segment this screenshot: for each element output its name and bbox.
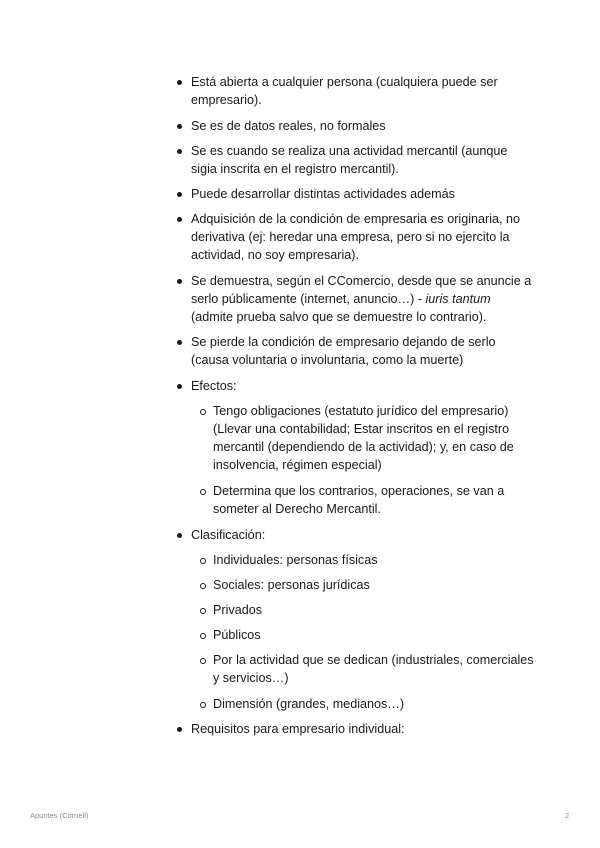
list-item-text: Individuales: personas físicas [213, 553, 378, 567]
circle-bullet-icon [200, 583, 206, 589]
list-item [191, 272, 536, 326]
circle-bullet-icon [200, 409, 206, 415]
list-item-text: Se es cuando se realiza una actividad mercantil (aunque sigia inscrita en el registro mercantil). [191, 144, 508, 176]
disc-bullet-icon [177, 727, 182, 732]
sub-list-item [213, 402, 538, 474]
list-item-text: Adquisición de la condición de empresaria es originaria, no derivativa (ej: heredar una empresa, pero si no ejercito la actividad, no soy empresaria). [191, 212, 521, 262]
list-item-text: Públicos [213, 628, 261, 642]
list-item [191, 210, 536, 264]
circle-bullet-icon [200, 558, 206, 564]
sub-list-item [213, 695, 538, 713]
disc-bullet-icon [177, 80, 182, 85]
list-item-text: Dimensión (grandes, medianos…) [213, 697, 405, 711]
disc-bullet-icon [177, 124, 182, 129]
disc-bullet-icon [177, 533, 182, 538]
list-item [191, 333, 536, 369]
circle-bullet-icon [200, 633, 206, 639]
list-item-text: Se demuestra, según el CComercio, desde que se anuncie a serlo públicamente (internet, anuncio…) - iuris tantum (admite prueba salvo que se demuestre lo contrario). [191, 274, 532, 324]
list-item-text: Requisitos para empresario individual: [191, 722, 405, 736]
latin-term: iuris tantum [425, 292, 491, 306]
list-item-text: Puede desarrollar distintas actividades además [191, 187, 455, 201]
list-item-text: Por la actividad que se dedican (industriales, comerciales y servicios…) [213, 653, 534, 685]
disc-bullet-icon [177, 192, 182, 197]
disc-bullet-icon [177, 149, 182, 154]
list-item [191, 73, 536, 109]
list-item-text: Clasificación: [191, 528, 266, 542]
circle-bullet-icon [200, 489, 206, 495]
list-item [191, 720, 536, 738]
circle-bullet-icon [200, 608, 206, 614]
circle-bullet-icon [200, 658, 206, 664]
list-item-text: Se es de datos reales, no formales [191, 119, 386, 133]
list-item-text: Está abierta a cualquier persona (cualquiera puede ser empresario). [191, 75, 498, 107]
list-item-text: Efectos: [191, 379, 237, 393]
sub-list-item [213, 626, 538, 644]
sub-list-item [213, 651, 538, 687]
list-item-text: Determina que los contrarios, operaciones, se van a someter al Derecho Mercantil. [213, 484, 505, 516]
disc-bullet-icon [177, 217, 182, 222]
sub-list-item [213, 601, 538, 619]
disc-bullet-icon [177, 279, 182, 284]
list-item [191, 185, 536, 203]
list-item [191, 377, 536, 395]
footer-title: Apuntes (Cornell) [30, 811, 89, 820]
list-item-text: Privados [213, 603, 262, 617]
list-item-text: Se pierde la condición de empresario dejando de serlo (causa voluntaria o involuntaria, como la muerte) [191, 335, 496, 367]
sub-list-item [213, 551, 538, 569]
list-item [191, 142, 536, 178]
list-item-text: Sociales: personas jurídicas [213, 578, 370, 592]
list-item-text: Tengo obligaciones (estatuto jurídico del empresario) (Llevar una contabilidad; Estar inscritos en el registro mercantil (dependiendo de la actividad); y, en caso de insolvencia, régimen especial) [213, 404, 514, 472]
list-item [191, 117, 536, 135]
circle-bullet-icon [200, 702, 206, 708]
list-item [191, 526, 536, 544]
disc-bullet-icon [177, 340, 182, 345]
page-number: 2 [565, 811, 570, 820]
sub-list-item [213, 482, 538, 518]
sub-list-item [213, 576, 538, 594]
disc-bullet-icon [177, 384, 182, 389]
